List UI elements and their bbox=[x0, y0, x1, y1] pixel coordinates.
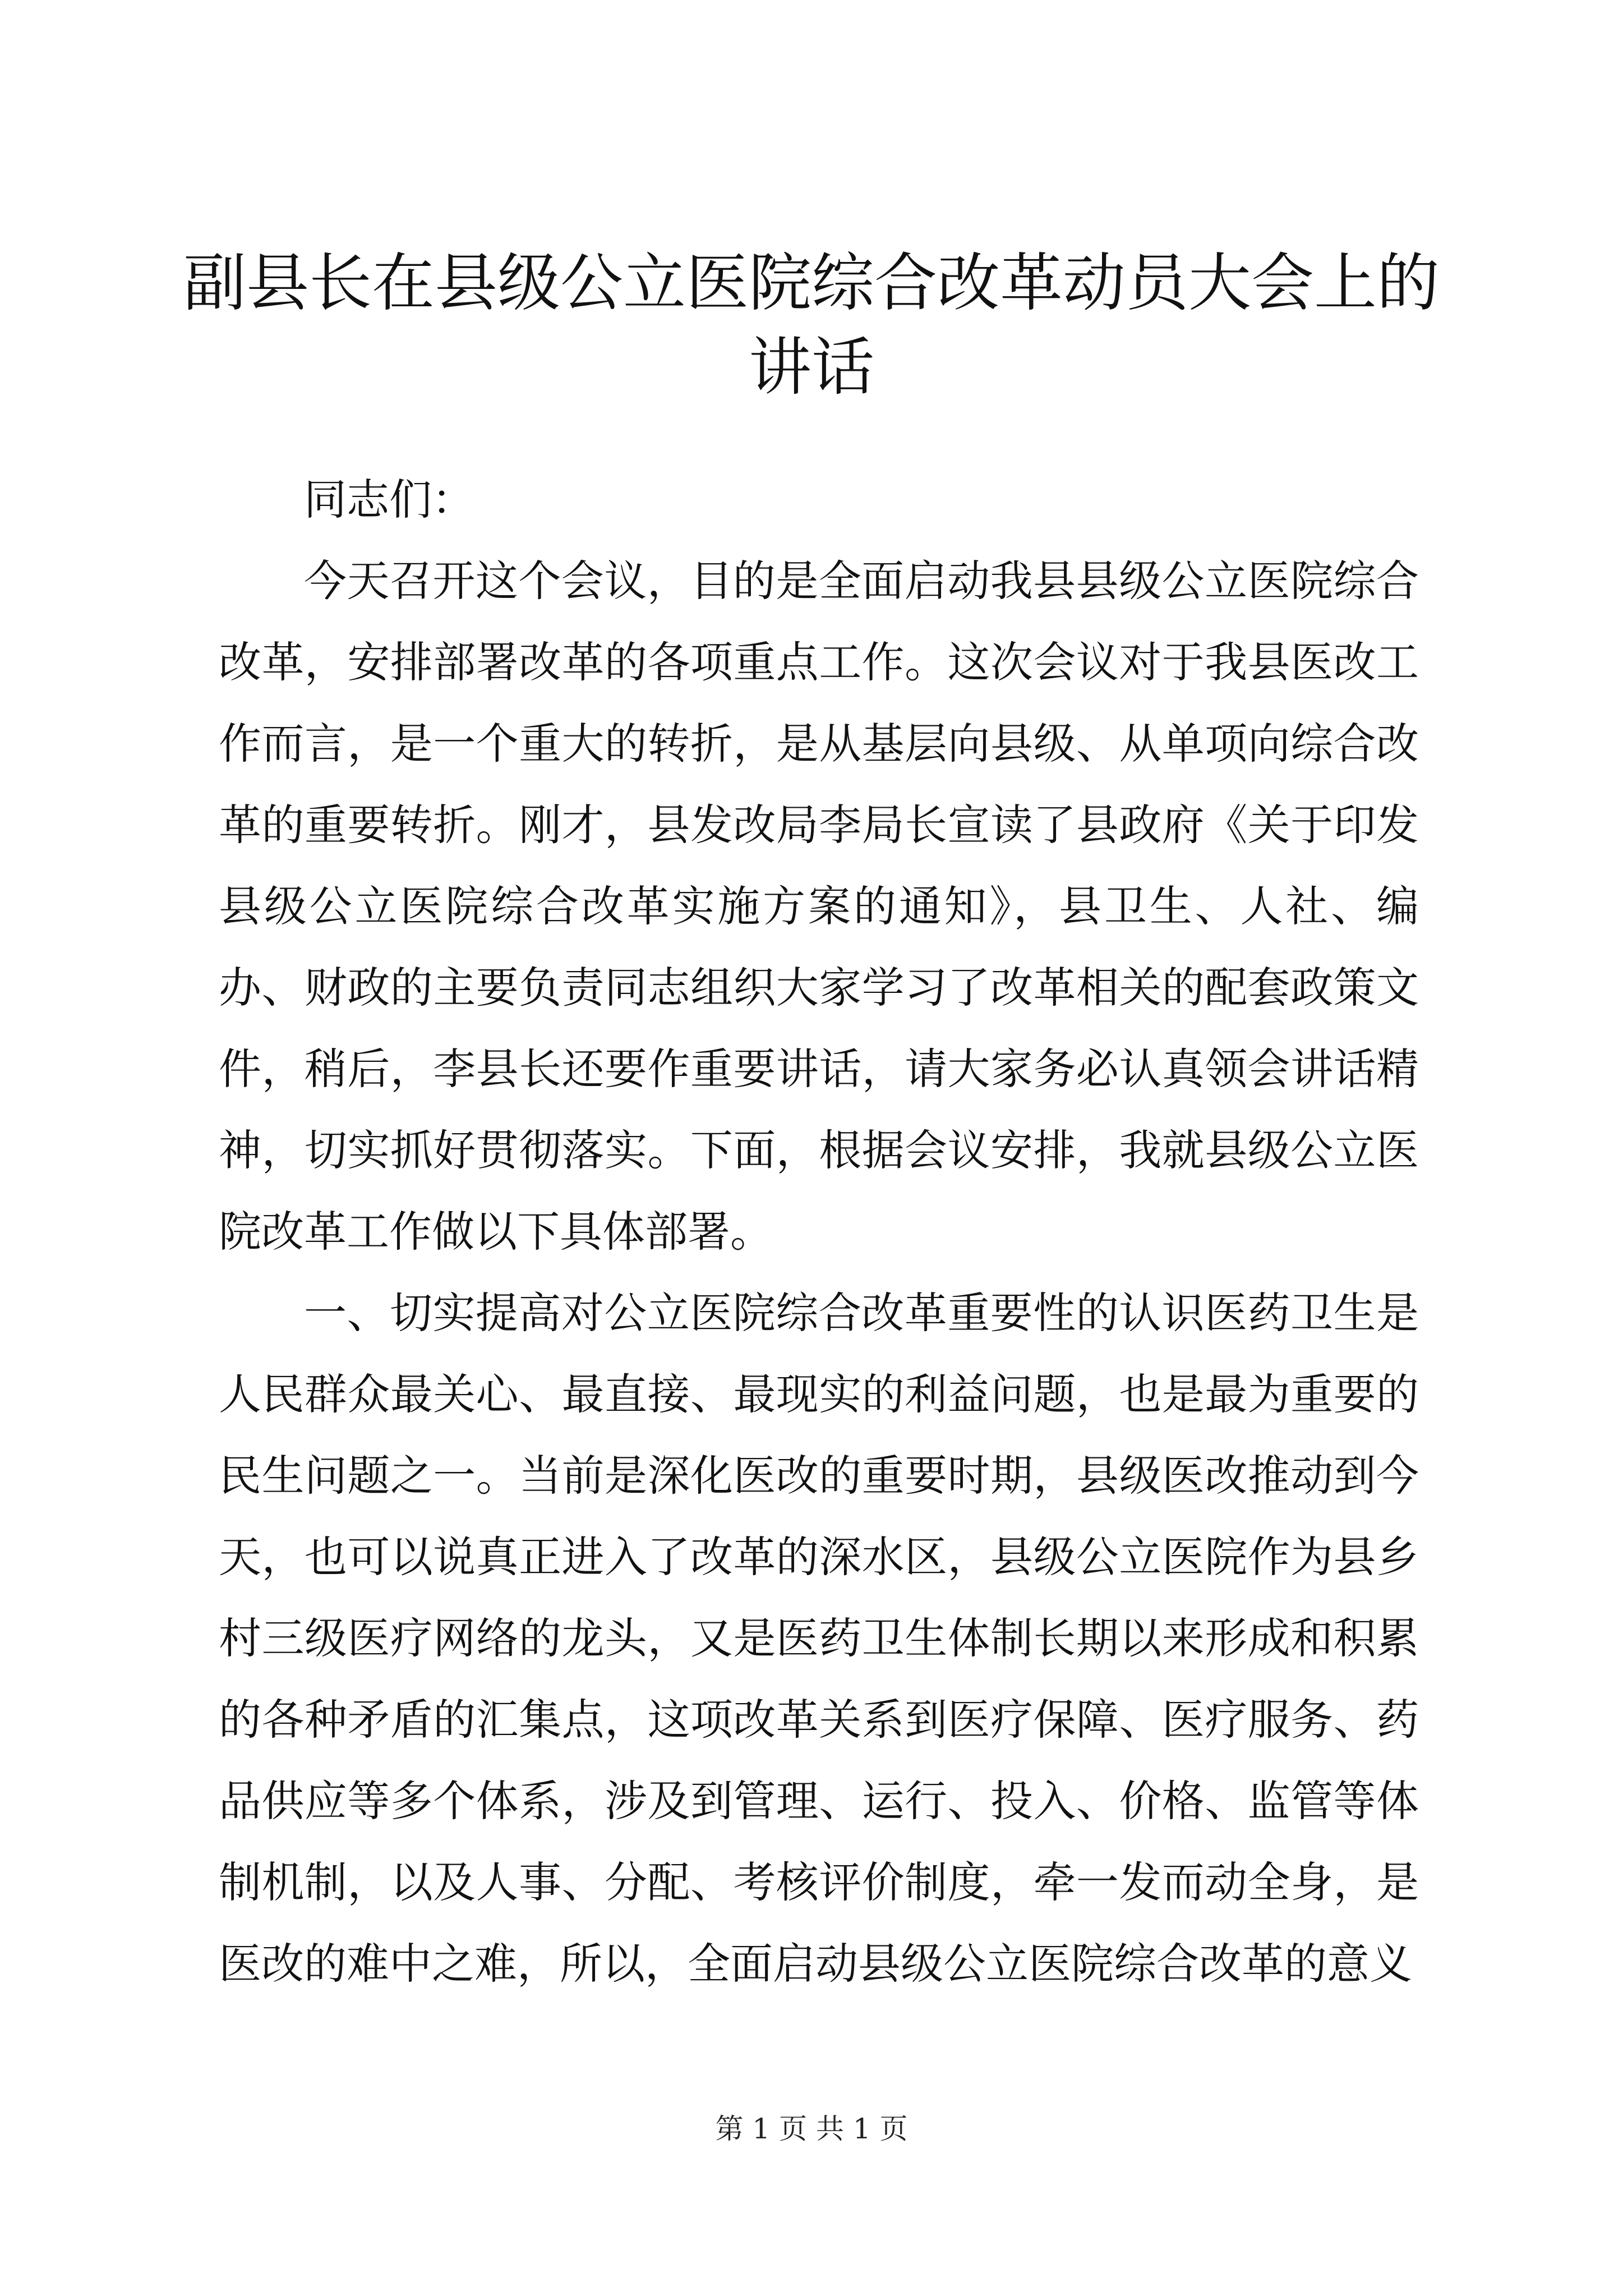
paragraph-section-one: 一、切实提高对公立医院综合改革重要性的认识医药卫生是人民群众最关心、最直接、最现实的利益问题，也是最为重要的民生问题之一。当前是深化医改的重要时期，县级医改推动到今天，也可以说真正进入了改革的深水区，县级公立医院作为县乡村三级医疗网络的龙头，又是医药卫生体制长期以来形成和积累的各种矛盾的汇集点，这项改革关系到医疗保障、医疗服务、药品供应等多个体系，涉及到管理、运行、投入、价格、监管等体制机制，以及人事、分配、考核评价制度，牵一发而动全身，是医改的难中之难，所以，全面启动县级公立医院综合改革的意义 bbox=[219, 1288, 1419, 1989]
document-body bbox=[219, 459, 1419, 2004]
paragraph-salutation: 同志们： bbox=[304, 475, 474, 524]
document-title: 副县长在县级公立医院综合改革动员大会上的讲话 bbox=[183, 247, 1440, 404]
page-number-footer: 第 1 页 共 1 页 bbox=[715, 2113, 908, 2145]
paragraph-introduction: 今天召开这个会议，目的是全面启动我县县级公立医院综合改革，安排部署改革的各项重点工作。这次会议对于我县医改工作而言，是一个重大的转折，是从基层向县级、从单项向综合改革的重要转折。刚才，县发改局李局长宣读了县政府《关于印发县级公立医院综合改革实施方案的通知》，县卫生、人社、编办、财政的主要负责同志组织大家学习了改革相关的配套政策文件，稍后，李县长还要作重要讲话，请大家务必认真领会讲话精神，切实抓好贯彻落实。下面，根据会议安排，我就县级公立医院改革工作做以下具体部署。 bbox=[219, 556, 1419, 1257]
